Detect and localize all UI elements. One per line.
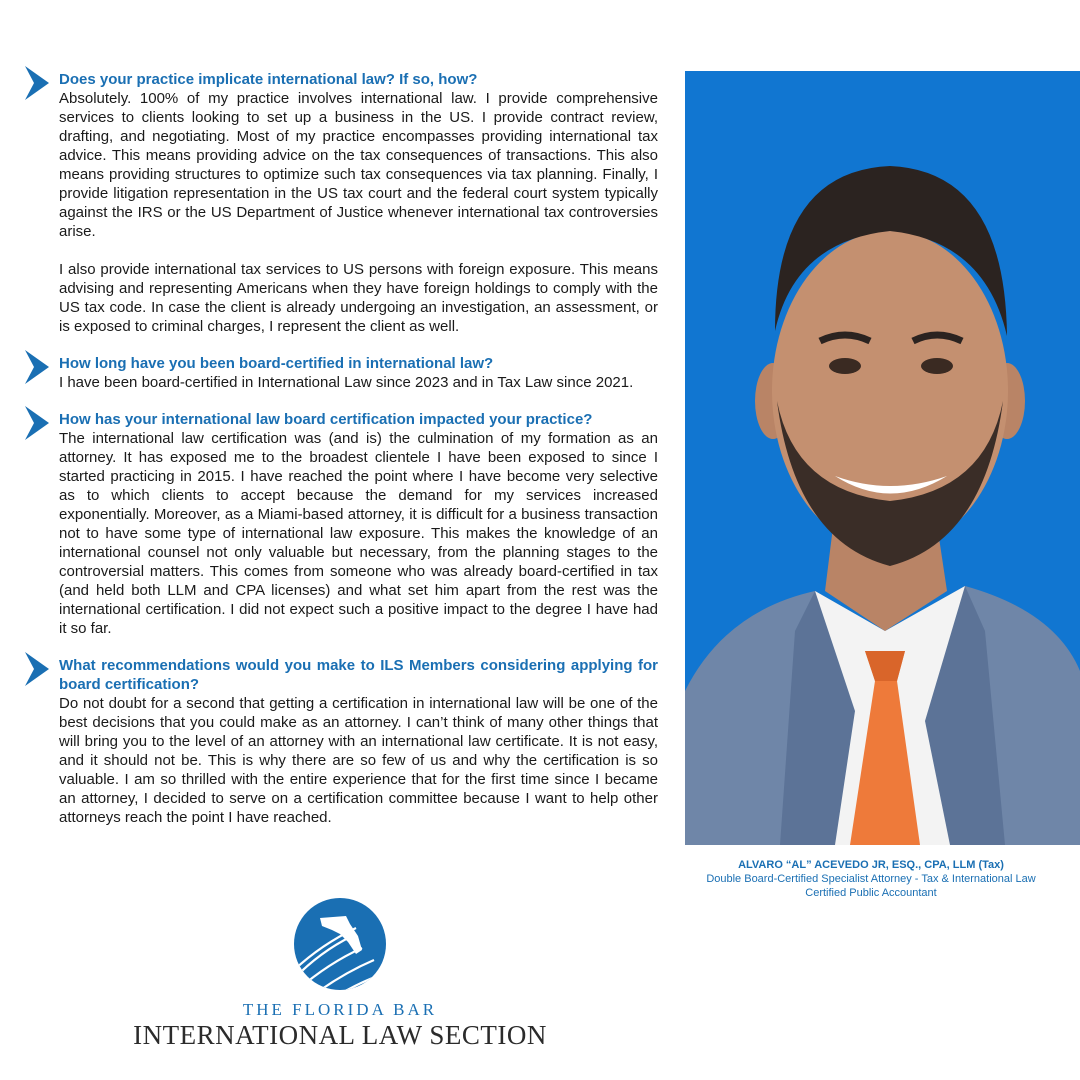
portrait-illustration	[685, 71, 1080, 845]
caption-credential: Certified Public Accountant	[805, 887, 937, 899]
qa-item	[59, 70, 658, 336]
chevron-arrow-icon	[25, 350, 49, 384]
answer: Do not doubt for a second that getting a certification in international law will be one of the best decisions that you could make as an attorney. I can’t think of many other things that will bring you to the level of an attorney with an international law certificate. It is not easy, and it should not be. This is why there are so few of us and why the certification is so valuable. I am so thrilled with the entire experience that for the first time since I became an attorney, I decided to serve on a certification committee because I want to help other attorneys reach the point I have reached.	[59, 695, 658, 826]
question: What recommendations would you make to ILS Members considering applying for board certification?	[59, 657, 658, 693]
question: How long have you been board-certified in international law?	[59, 355, 494, 372]
portrait-caption	[672, 858, 1070, 900]
chevron-arrow-icon	[25, 406, 49, 440]
chevron-arrow-icon	[25, 652, 49, 686]
caption-name: ALVARO “AL” ACEVEDO JR, ESQ., CPA, LLM (Tax)	[738, 859, 1004, 871]
answer: Absolutely. 100% of my practice involves international law. I provide comprehensive services to clients looking to set up a business in the US. I provide contract review, drafting, and negotiating. Most of my practice encompasses providing international tax advice. This means providing advice on the tax consequences of transactions. This also means providing structures to optimize such tax consequences via tax planning. Finally, I provide litigation representation in the US tax court and the federal court system typically against the IRS or the US Department of Justice whenever international tax controversies arise.	[59, 90, 658, 240]
qa-item	[59, 410, 658, 638]
interview-content	[59, 70, 658, 845]
question: How has your international law board certification impacted your practice?	[59, 411, 593, 428]
florida-seal-icon	[292, 896, 388, 992]
chevron-arrow-icon	[25, 66, 49, 100]
answer: The international law certification was (and is) the culmination of my formation as an attorney. It has exposed me to the broadest clientele I have been exposed to since I started practicing in 2015. I have reached the point where I have become very selective as to which clients to accept because the demand for my services increased exponentially. Moreover, as a Miami-based attorney, it is difficult for a business transaction not to have some type of international law exposure. This makes the knowledge of an international counsel not only valuable but necessary, from the planning stages to the controversial matters. This comes from someone who was already board-certified in tax (and held both LLM and CPA licenses) and what set him apart from the rest was the international certification. I did not expect such a positive impact to the degree I have had it so far.	[59, 430, 658, 637]
logo-line-2: INTERNATIONAL LAW SECTION	[133, 1020, 547, 1050]
answer: I also provide international tax services to US persons with foreign exposure. This means advising and representing Americans when they have foreign holdings to comply with the US tax code. In case the client is already undergoing an investigation, an assessment, or is exposed to criminal charges, I represent the client as well.	[59, 261, 658, 335]
logo-line-1: THE FLORIDA BAR	[242, 1000, 438, 1019]
qa-item	[59, 656, 658, 827]
portrait-photo	[685, 71, 1080, 845]
caption-title: Double Board-Certified Specialist Attorney - Tax & International Law	[706, 873, 1036, 885]
florida-bar-logo	[100, 896, 580, 1056]
qa-item	[59, 354, 658, 392]
answer: I have been board-certified in International Law since 2023 and in Tax Law since 2021.	[59, 374, 634, 391]
question: Does your practice implicate international law? If so, how?	[59, 71, 478, 88]
